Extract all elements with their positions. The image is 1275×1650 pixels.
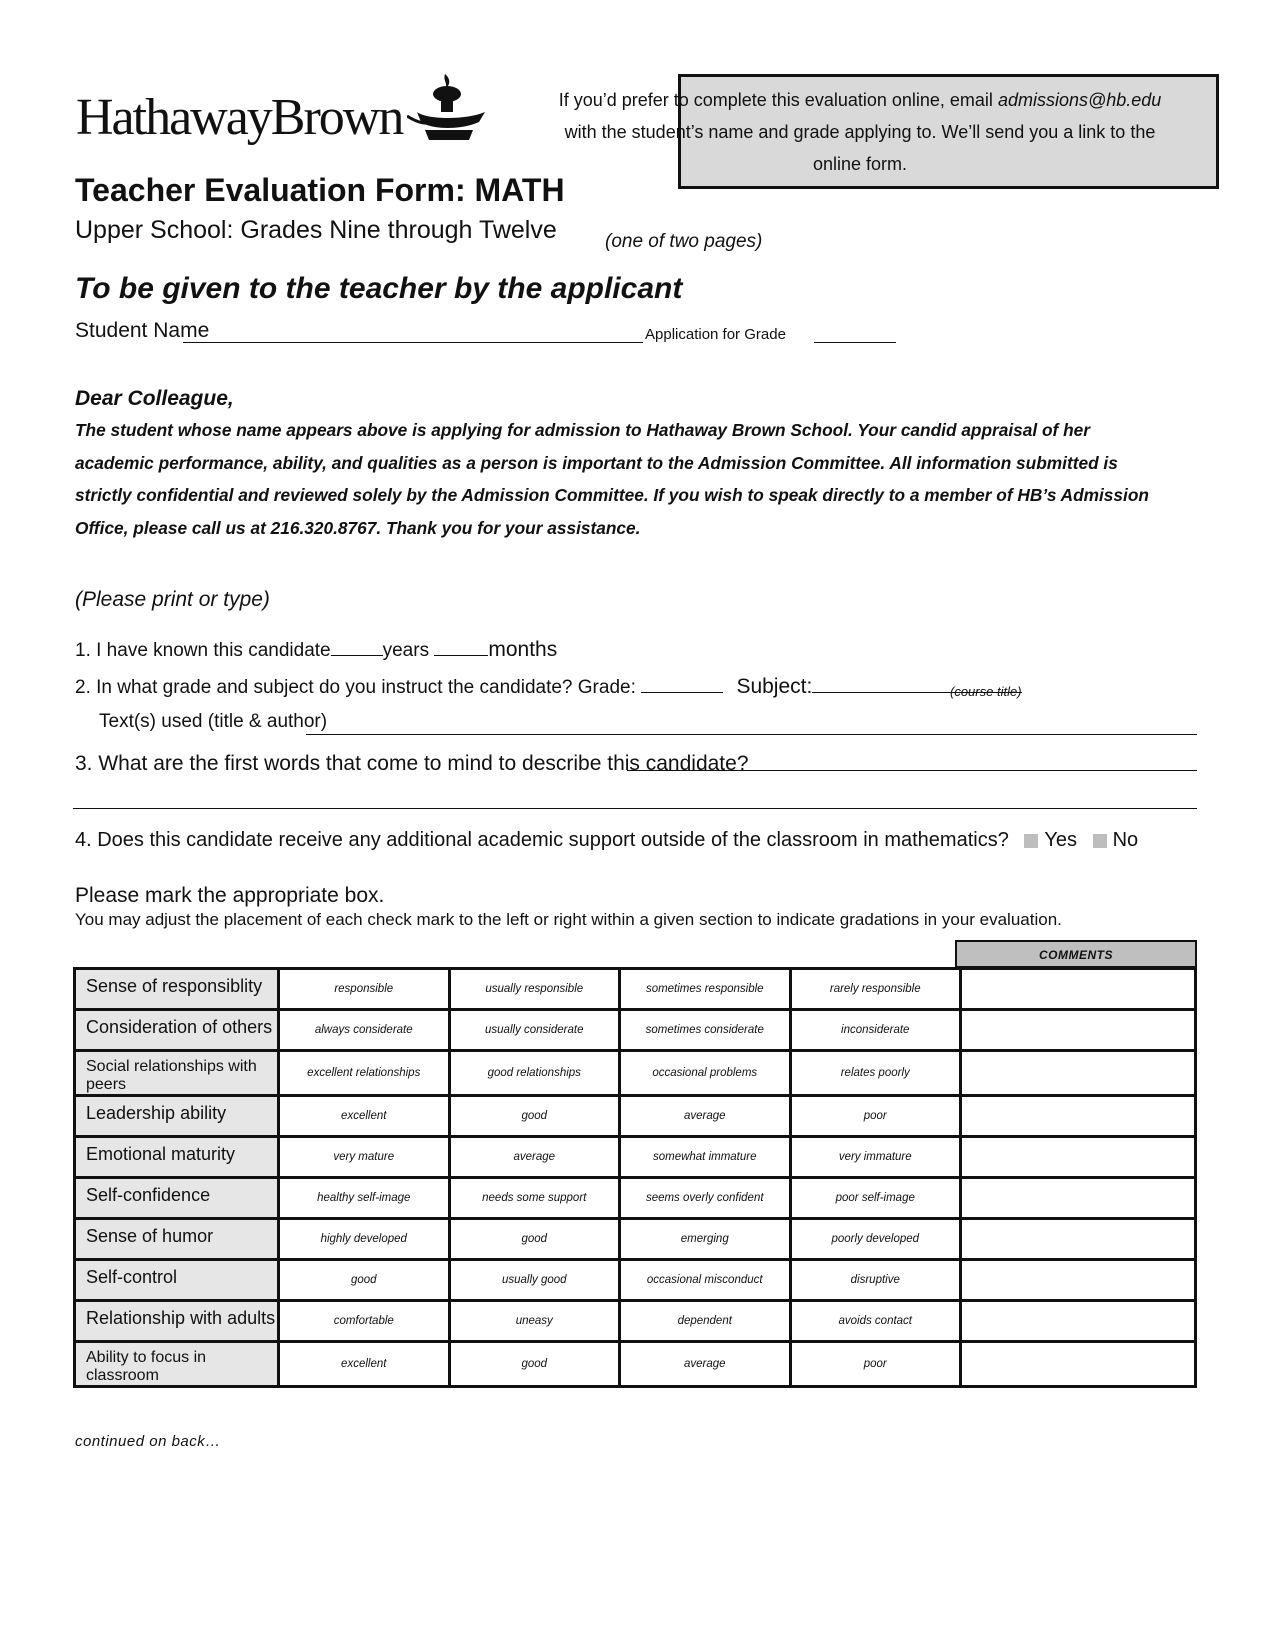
application-grade-field[interactable] [814,342,896,343]
student-name-label: Student Name [75,319,210,342]
rating-option-cell[interactable]: excellent [279,1342,450,1387]
q4-text: 4. Does this candidate receive any additional academic support outside of the classroom in mathematics? [75,829,1009,851]
rating-option-cell[interactable]: highly developed [279,1219,450,1260]
trait-label: Consideration of others [75,1010,279,1051]
rating-row [75,969,1196,1010]
rating-row [75,1051,1196,1096]
rating-option-cell[interactable]: seems overly confident [620,1178,791,1219]
rating-option-cell[interactable]: excellent [279,1096,450,1137]
rating-option-cell[interactable]: excellent relationships [279,1051,450,1096]
letter-body: The student whose name appears above is applying for admission to Hathaway Brown School. Your candid appraisal of her academic performance, ability, and qualities as a person is important to the Admission Committee. All information submitted is strictly confidential and reviewed solely by the Admission Committee. If you wish to speak directly to a member of HB’s Admission Office, please call us at 216.320.8767. Thank you for your assistance. [75,420,1149,538]
rating-option-cell[interactable]: uneasy [449,1301,620,1342]
question-4 [75,829,1138,852]
comments-cell[interactable] [961,969,1196,1010]
q1-years-label: years [382,640,430,661]
comments-cell[interactable] [961,1260,1196,1301]
rating-option-cell[interactable]: responsible [279,969,450,1010]
rating-row [75,1260,1196,1301]
rating-option-cell[interactable]: very immature [790,1137,961,1178]
rating-option-cell[interactable]: healthy self-image [279,1178,450,1219]
print-note: (Please print or type) [75,588,270,611]
rating-row [75,1096,1196,1137]
rating-option-cell[interactable]: good [449,1219,620,1260]
trait-label: Self-control [75,1260,279,1301]
q2-subject-label: Subject: [736,675,813,698]
comments-header: COMMENTS [955,940,1197,968]
rating-option-cell[interactable]: poor [790,1342,961,1387]
rating-option-cell[interactable]: sometimes responsible [620,969,791,1010]
rating-option-cell[interactable]: always considerate [279,1010,450,1051]
q2-texts-label: Text(s) used (title & author) [99,711,328,732]
comments-cell[interactable] [961,1051,1196,1096]
comments-cell[interactable] [961,1010,1196,1051]
torch-emblem-icon [407,72,497,144]
rating-option-cell[interactable]: somewhat immature [620,1137,791,1178]
texts-used-field[interactable] [306,734,1197,735]
application-grade-label: Application for Grade [645,326,786,343]
rating-instructions-title: Please mark the appropriate box. [75,884,385,907]
form-subtitle: Upper School: Grades Nine through Twelve [75,216,557,244]
rating-option-cell[interactable]: comfortable [279,1301,450,1342]
instruct-grade-field[interactable] [641,692,723,693]
rating-option-cell[interactable]: average [449,1137,620,1178]
rating-option-cell[interactable]: occasional problems [620,1051,791,1096]
q2-prefix: 2. In what grade and subject do you instruct the candidate? Grade: [75,677,636,698]
rating-option-cell[interactable]: usually considerate [449,1010,620,1051]
rating-row [75,1137,1196,1178]
comments-cell[interactable] [961,1137,1196,1178]
rating-row [75,1010,1196,1051]
comments-cell[interactable] [961,1301,1196,1342]
given-note: To be given to the teacher by the applicant [75,272,683,305]
rating-option-cell[interactable]: needs some support [449,1178,620,1219]
online-note-line2: with the student’s name and grade applying to. We’ll send you a link to the [564,122,1156,142]
form-title: Teacher Evaluation Form: MATH [75,172,565,208]
trait-label: Emotional maturity [75,1137,279,1178]
online-option-note [520,84,1200,180]
comments-cell[interactable] [961,1342,1196,1387]
rating-option-cell[interactable]: usually good [449,1260,620,1301]
rating-option-cell[interactable]: average [620,1096,791,1137]
admissions-email-link[interactable]: admissions@hb.edu [997,90,1162,110]
trait-label: Leadership ability [75,1096,279,1137]
rating-option-cell[interactable]: average [620,1342,791,1387]
course-title-note: (course title) [950,684,1022,699]
rating-option-cell[interactable]: poor [790,1096,961,1137]
first-words-field[interactable] [627,770,1197,771]
rating-option-cell[interactable]: relates poorly [790,1051,961,1096]
rating-option-cell[interactable]: emerging [620,1219,791,1260]
q1-months-label: months [488,638,558,661]
rating-option-cell[interactable]: dependent [620,1301,791,1342]
rating-row [75,1301,1196,1342]
rating-option-cell[interactable]: avoids contact [790,1301,961,1342]
trait-label: Social relationships with peers [75,1051,279,1096]
rating-option-cell[interactable]: usually responsible [449,969,620,1010]
pages-note: (one of two pages) [605,231,763,252]
comments-cell[interactable] [961,1219,1196,1260]
rating-option-cell[interactable]: very mature [279,1137,450,1178]
trait-label: Ability to focus in classroom [75,1342,279,1387]
trait-label: Self-confidence [75,1178,279,1219]
no-checkbox-icon[interactable] [1093,834,1107,848]
question-1 [75,638,557,662]
yes-checkbox-icon[interactable] [1024,834,1038,848]
rating-option-cell[interactable]: good [279,1260,450,1301]
comments-cell[interactable] [961,1096,1196,1137]
continued-note: continued on back… [75,1433,221,1450]
rating-option-cell[interactable]: sometimes considerate [620,1010,791,1051]
rating-row [75,1219,1196,1260]
trait-label: Relationship with adults [75,1301,279,1342]
support-yes-option[interactable] [1024,829,1077,851]
yes-label: Yes [1044,829,1078,851]
rating-option-cell[interactable]: good relationships [449,1051,620,1096]
no-label: No [1112,829,1139,851]
rating-option-cell[interactable]: poorly developed [790,1219,961,1260]
online-note-line3: online form. [812,154,908,174]
months-field[interactable] [434,655,488,656]
question-2-texts [99,711,327,733]
rating-option-cell[interactable]: inconsiderate [790,1010,961,1051]
school-logo-wordmark: HathawayBrown [76,89,403,146]
letter-greeting: Dear Colleague, [75,387,234,410]
rating-option-cell[interactable]: good [449,1096,620,1137]
rating-option-cell[interactable]: poor self-image [790,1178,961,1219]
rating-option-cell[interactable]: occasional misconduct [620,1260,791,1301]
rating-option-cell[interactable]: rarely responsible [790,969,961,1010]
student-name-field[interactable] [183,342,643,343]
question-2 [75,675,1022,699]
support-no-option[interactable] [1093,829,1139,851]
trait-label: Sense of responsiblity [75,969,279,1010]
rating-row [75,1178,1196,1219]
rating-option-cell[interactable]: good [449,1342,620,1387]
rating-row [75,1342,1196,1387]
first-words-field-line2[interactable] [73,808,1197,809]
online-note-line1: If you’d prefer to complete this evaluation online, email [558,90,998,110]
comments-cell[interactable] [961,1178,1196,1219]
question-3: 3. What are the first words that come to mind to describe this candidate? [75,752,749,775]
rating-table [73,967,1197,1388]
years-field[interactable] [331,655,383,656]
q1-prefix: 1. I have known this candidate [75,640,331,661]
rating-option-cell[interactable]: disruptive [790,1260,961,1301]
trait-label: Sense of humor [75,1219,279,1260]
rating-instructions-subtitle: You may adjust the placement of each check mark to the left or right within a given section to indicate gradations in your evaluation. [75,910,1062,929]
